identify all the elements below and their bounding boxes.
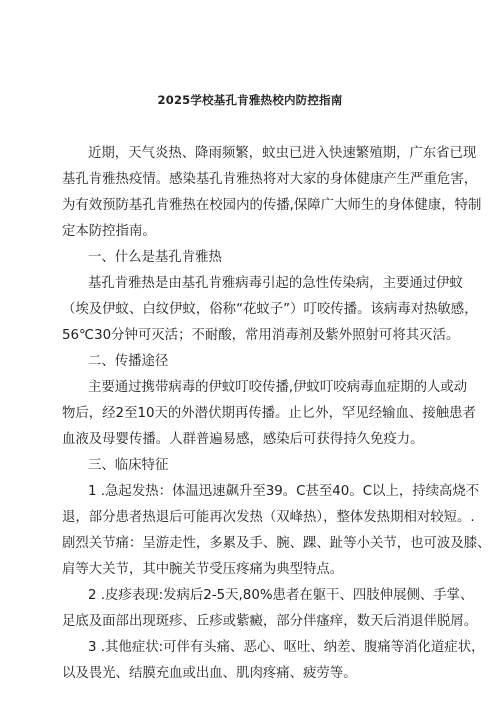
section2-line-2: 物后，经2至10天的外潜伏期再传播。止匕外，罕见经输血、接触患者	[62, 406, 476, 421]
document-title: 2025学校基孔肯雅热校内防控指南	[157, 93, 343, 107]
intro-line-1: 近期，天气炎热、降雨频繁，蚊虫已进入快速繁殖期，广东省已现	[88, 146, 477, 161]
symptom1-line-3: 剧烈关节痛：呈游走性，多累及手、腕、踝、趾等小关节，也可波及膝、	[62, 536, 491, 551]
section-heading-1: 一、什么是基孔肯雅热	[88, 250, 222, 265]
symptom2-line-2: 足底及面部出现斑疹、丘疹或紫癜，部分伴瘙痒，数天后消退伴脱屑。	[62, 614, 478, 629]
symptom3-line-1: 3 .其他症状:可伴有头痛、恶心、呕吐、纳差、腹痛等消化道症状，	[88, 640, 485, 655]
intro-line-2: 基孔肯雅热疫情。感染基孔肯雅热将对大家的身体健康产生严重危害，	[62, 172, 478, 187]
section2-line-3: 血液及母婴传播。人群普遍易感，感染后可获得持久免疫力。	[62, 432, 424, 447]
symptom3-line-2: 以及畏光、结膜充血或出血、肌肉疼痛、疲劳等。	[62, 666, 357, 681]
symptom1-line-4: 肩等大关节，其中腕关节受压疼痛为典型特点。	[62, 562, 344, 577]
symptom1-line-1: 1 .急起发热：体温迅速飙升至39。C甚至40。C以上，持续高烧不	[88, 484, 480, 499]
section-heading-2: 二、传播途径	[88, 354, 169, 369]
section-heading-3: 三、临床特征	[88, 458, 169, 473]
intro-line-3: 为有效预防基孔肯雅热在校园内的传播,保障广大师生的身体健康，特制	[62, 198, 482, 213]
section2-line-1: 主要通过携带病毒的伊蚊叮咬传播,伊蚊叮咬病毒血症期的人或动	[88, 380, 468, 395]
section1-line-3: 56℃30分钟可灭活；不耐酸，常用消毒剂及紫外照射可将其灭活。	[62, 328, 460, 343]
section1-line-2: （埃及伊蚊、白纹伊蚊，俗称“花蚊子”）叮咬传播。该病毒对热敏感，	[62, 302, 478, 317]
symptom2-line-1: 2 .皮疹表现:发病后2-5天,80%患者在躯干、四肢伸展侧、手掌、	[88, 588, 474, 603]
section1-line-1: 基孔肯雅热是由基孔肯雅病毒引起的急性传染病，主要通过伊蚊	[88, 276, 463, 291]
intro-line-4: 定本防控指南。	[62, 224, 156, 239]
symptom1-line-2: 退，部分患者热退后可能再次发热（双峰热），整体发热期相对较短。.	[62, 510, 475, 525]
